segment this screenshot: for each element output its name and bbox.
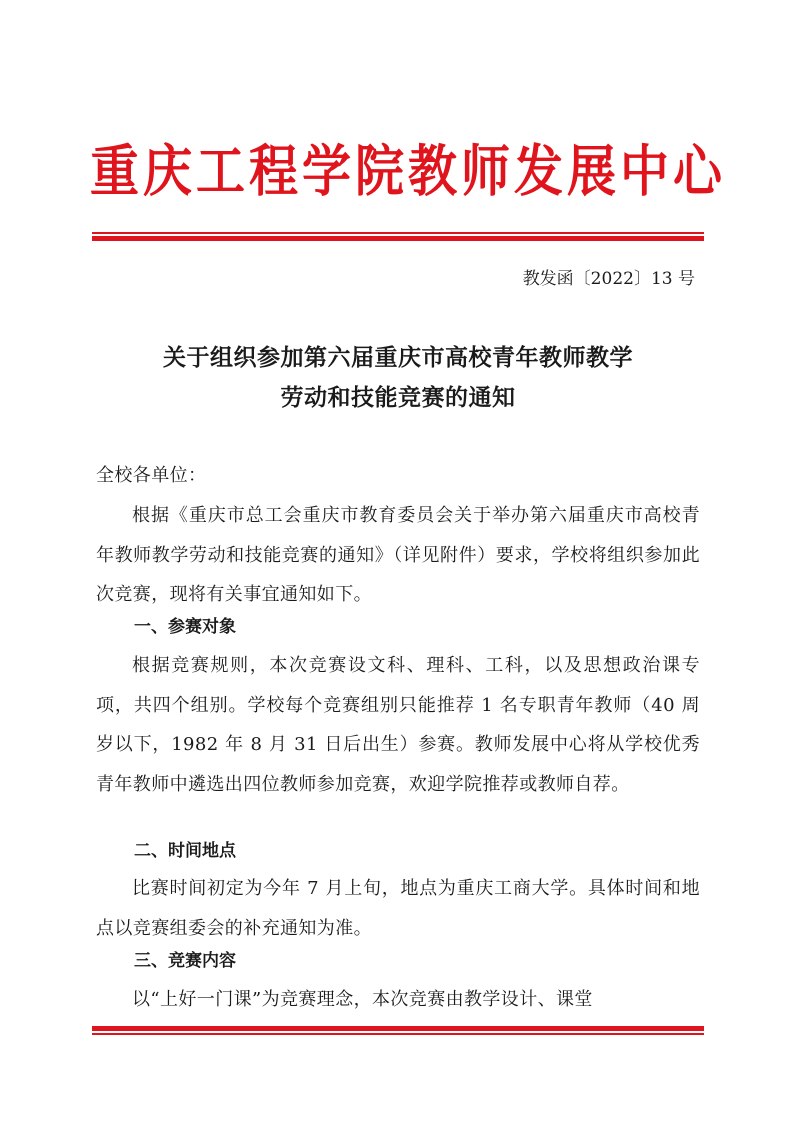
section-paragraph-time-location: 比赛时间初定为今年 7 月上旬，地点为重庆工商大学。具体时间和地点以竞赛组委会的补充通知为准。	[96, 878, 700, 939]
section-paragraph-participants: 根据竞赛规则，本次竞赛设文科、理科、工科，以及思想政治课专项，共四个组别。学校每个竞赛组别只能推荐 1 名专职青年教师（40 周岁以下，1982 年 8 月 31 日后出生）参赛。教师发展中心将从学校优秀青年教师中遴选出四位教师参加竞赛，欢迎学院推荐或教师自荐。	[96, 655, 700, 795]
salutation: 全校各单位：	[96, 465, 207, 486]
masthead-rule-thick	[92, 236, 704, 241]
footer-rule-thin	[92, 1033, 704, 1035]
footer-rule-thick	[92, 1026, 704, 1031]
section-paragraph-content: 以“上好一门课”为竞赛理念，本次竞赛由教学设计、课堂	[132, 989, 593, 1010]
title-line-2: 劳动和技能竞赛的通知	[280, 384, 516, 411]
masthead: 重庆工程学院教师发展中心	[90, 139, 727, 205]
intro-paragraph: 根据《重庆市总工会重庆市教育委员会关于举办第六届重庆市高校青年教师教学劳动和技能竞赛的通知》（详见附件）要求，学校将组织参加此次竞赛，现将有关事宜通知如下。	[96, 505, 700, 605]
section-heading-content: 三、竞赛内容	[134, 951, 236, 971]
title-line-1: 关于组织参加第六届重庆市高校青年教师教学	[163, 344, 633, 371]
masthead-rule-thin	[92, 232, 704, 234]
document-number: 教发函〔2022〕13 号	[522, 269, 695, 289]
section-heading-time-location: 二、时间地点	[134, 841, 236, 861]
section-heading-participants: 一、参赛对象	[134, 617, 236, 637]
document-title	[92, 338, 704, 418]
